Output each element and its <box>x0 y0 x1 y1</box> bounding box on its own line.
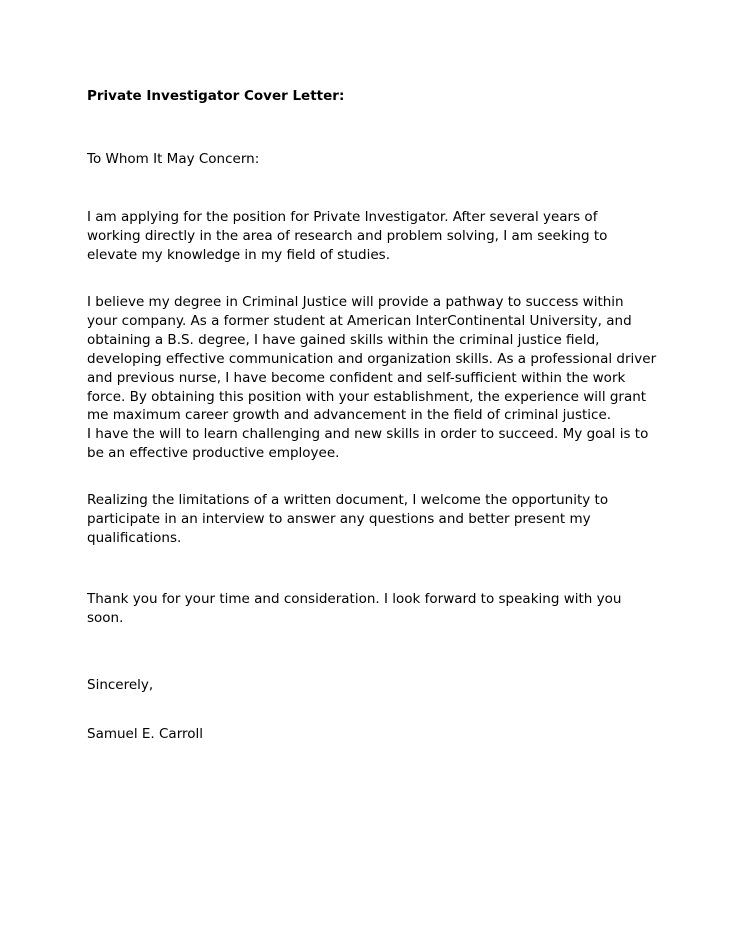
closing: Sincerely, <box>87 677 154 693</box>
signature-name: Samuel E. Carroll <box>87 726 204 742</box>
paragraph-line: I believe my degree in Criminal Justice will provide a pathway to success within <box>87 294 624 310</box>
paragraph-line: developing effective communication and organization skills. As a professional driver <box>87 351 657 367</box>
paragraph-line: participate in an interview to answer any questions and better present my <box>87 511 591 527</box>
paragraph-line: elevate my knowledge in my field of studies. <box>87 247 390 263</box>
paragraph-line: Thank you for your time and consideration. I look forward to speaking with you <box>87 591 622 607</box>
paragraph-line: force. By obtaining this position with your establishment, the experience will grant <box>87 389 647 405</box>
paragraph-line: qualifications. <box>87 530 182 546</box>
paragraph-line: your company. As a former student at American InterContinental University, and <box>87 313 632 329</box>
paragraph-line: be an effective productive employee. <box>87 445 340 461</box>
paragraph-line: and previous nurse, I have become confident and self-sufficient within the work <box>87 370 626 386</box>
paragraph-line: I am applying for the position for Private Investigator. After several years of <box>87 209 598 225</box>
paragraph-line: I have the will to learn challenging and new skills in order to succeed. My goal is to <box>87 426 649 442</box>
paragraph-line: me maximum career growth and advancement in the field of criminal justice. <box>87 407 612 423</box>
salutation: To Whom It May Concern: <box>87 151 260 167</box>
paragraph-line: obtaining a B.S. degree, I have gained skills within the criminal justice field, <box>87 332 600 348</box>
paragraph-line: soon. <box>87 610 124 626</box>
paragraph-line: working directly in the area of research and problem solving, I am seeking to <box>87 228 608 244</box>
letter-title: Private Investigator Cover Letter: <box>87 88 345 104</box>
paragraph-line: Realizing the limitations of a written document, I welcome the opportunity to <box>87 492 609 508</box>
